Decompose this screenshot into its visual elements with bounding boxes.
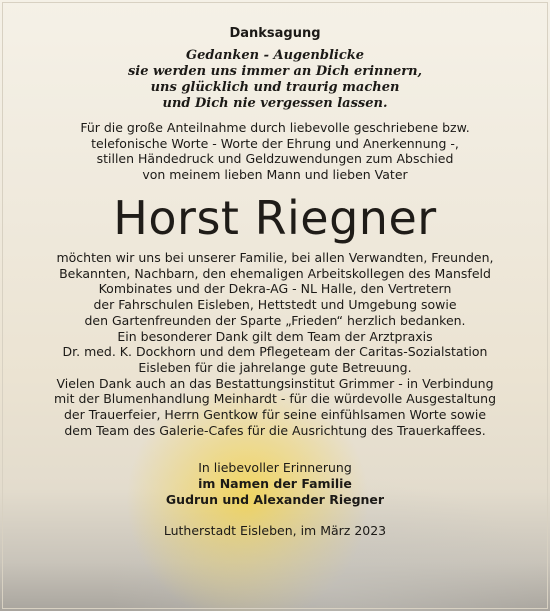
intro-line: telefonische Worte - Worte der Ehrung und Anerkennung -, bbox=[91, 135, 459, 151]
thanks-line: Dr. med. K. Dockhorn und dem Pflegeteam der Caritas-Sozialstation bbox=[62, 344, 488, 360]
thanks-line: Kombinates und der Dekra-AG - NL Halle, den Vertretern bbox=[98, 281, 452, 297]
poem bbox=[0, 48, 550, 112]
thanks-line: Eisleben für die jahrelange gute Betreuung. bbox=[138, 359, 412, 375]
poem-line: uns glücklich und traurig machen bbox=[150, 80, 400, 95]
place-date bbox=[0, 523, 550, 539]
thanks-line: möchten wir uns bei unserer Familie, bei allen Verwandten, Freunden, bbox=[56, 250, 494, 265]
thanks-line: Bekannten, Nachbarn, den ehemaligen Arbeitskollegen des Mansfeld bbox=[59, 265, 491, 281]
thanks-line: der Trauerfeier, Herrn Gentkow für seine einfühlsamen Worte sowie bbox=[63, 407, 487, 423]
thanks-line: den Gartenfreunden der Sparte „Frieden“ herzlich bedanken. bbox=[84, 312, 466, 328]
heading-text: Danksagung bbox=[229, 26, 321, 41]
closing-names: Gudrun und Alexander Riegner bbox=[165, 492, 385, 507]
thanks-line: Vielen Dank auch an das Bestattungsinstitut Grimmer - in Verbindung bbox=[56, 375, 494, 391]
thanks-line: Ein besonderer Dank gilt dem Team der Arztpraxis bbox=[117, 328, 433, 344]
poem-line: und Dich nie vergessen lassen. bbox=[162, 96, 388, 111]
poem-line: sie werden uns immer an Dich erinnern, bbox=[127, 64, 423, 79]
notice-heading bbox=[0, 26, 550, 42]
intro-paragraph bbox=[0, 120, 550, 182]
thanks-paragraph bbox=[0, 250, 550, 438]
deceased-name bbox=[0, 190, 550, 246]
poem-line: Gedanken - Augenblicke bbox=[185, 48, 365, 63]
thanks-line: dem Team des Galerie-Cafes für die Ausrichtung des Trauerkaffees. bbox=[64, 422, 486, 438]
signature-block bbox=[0, 460, 550, 508]
intro-line: stillen Händedruck und Geldzuwendungen zum Abschied bbox=[96, 151, 454, 166]
place-date-text: Lutherstadt Eisleben, im März 2023 bbox=[163, 523, 387, 538]
thanks-line: mit der Blumenhandlung Meinhardt - für die würdevolle Ausgestaltung bbox=[53, 391, 497, 407]
closing-remembrance: In liebevoller Erinnerung bbox=[198, 460, 352, 475]
thanks-line: der Fahrschulen Eisleben, Hettstedt und Umgebung sowie bbox=[93, 297, 457, 313]
intro-line: von meinem lieben Mann und lieben Vater bbox=[142, 166, 408, 182]
intro-line: Für die große Anteilnahme durch liebevolle geschriebene bzw. bbox=[80, 120, 470, 135]
deceased-name-text: Horst Riegner bbox=[113, 191, 437, 245]
closing-family: im Namen der Familie bbox=[198, 476, 352, 491]
